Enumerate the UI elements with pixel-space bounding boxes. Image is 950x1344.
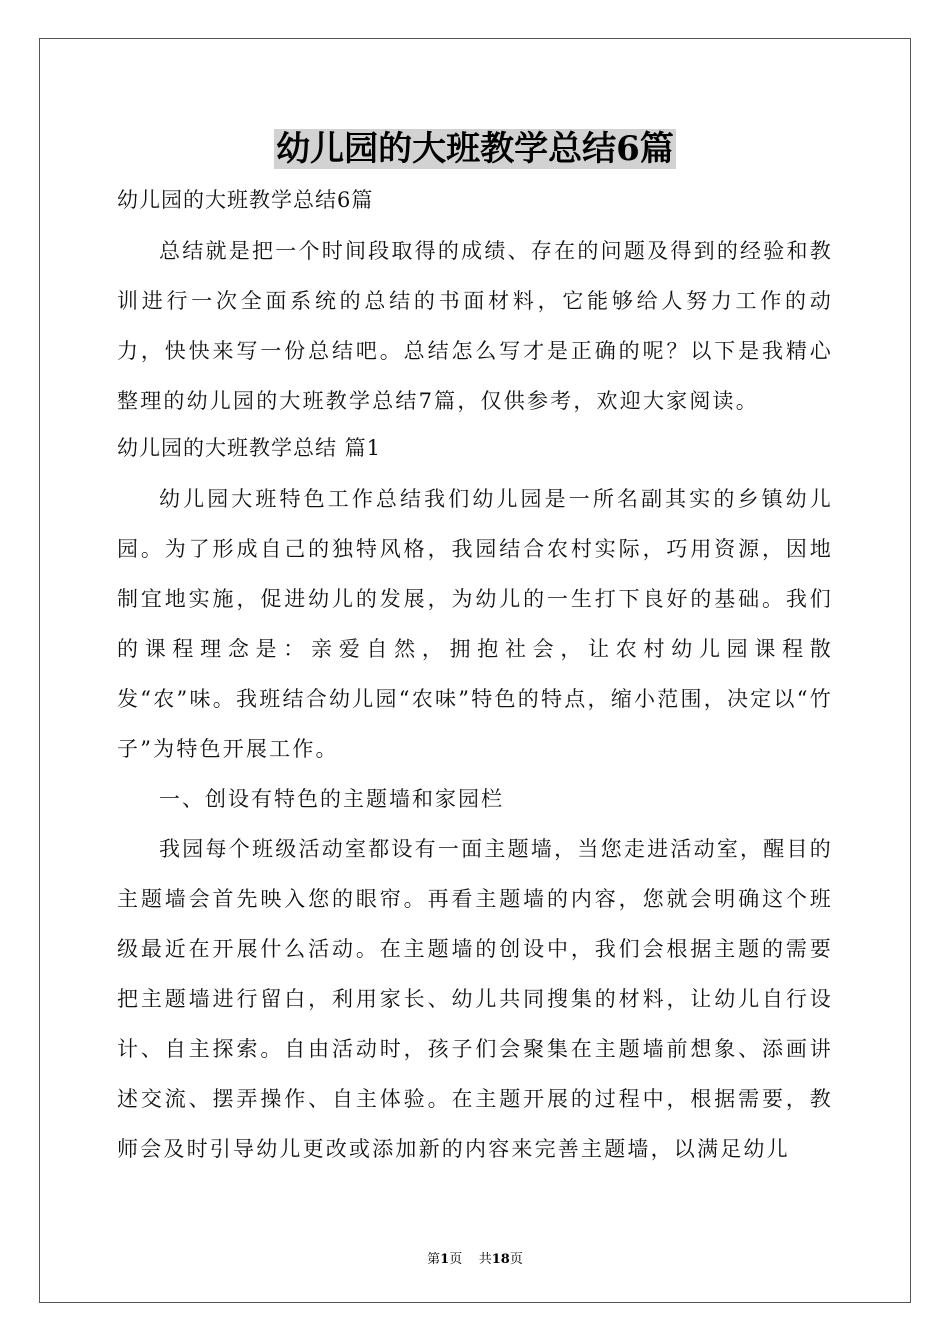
page-footer bbox=[0, 1248, 950, 1267]
subheading-1: 一、创设有特色的主题墙和家园栏 bbox=[159, 787, 504, 811]
page-total: 18 bbox=[491, 1252, 510, 1267]
document-subtitle: 幼儿园的大班教学总结6篇 bbox=[117, 188, 374, 212]
page-suffix: 页 bbox=[449, 1252, 463, 1267]
document-title bbox=[0, 127, 950, 171]
total-prefix: 共 bbox=[478, 1252, 492, 1267]
page-prefix: 第 bbox=[427, 1252, 441, 1267]
intro-paragraph: 总结就是把一个时间段取得的成绩、存在的问题及得到的经验和教训进行一次全面系统的总结的书面材料，它能够给人努力工作的动力，快快来写一份总结吧。总结怎么写才是正确的呢？以下是我精心整理的幼儿园的大班教学总结7篇，仅供参考，欢迎大家阅读。 bbox=[117, 239, 833, 413]
document-title-text: 幼儿园的大班教学总结6篇 bbox=[276, 129, 674, 169]
body-paragraph-1: 幼儿园大班特色工作总结我们幼儿园是一所名副其实的乡镇幼儿园。为了形成自己的独特风格，我园结合农村实际，巧用资源，因地制宜地实施，促进幼儿的发展，为幼儿的一生打下良好的基础。我们的课程理念是：亲爱自然，拥抱社会，让农村幼儿园课程散发“农”味。我班结合幼儿园“农味”特色的特点，缩小范围，决定以“竹子”为特色开展工作。 bbox=[117, 487, 833, 761]
document-body bbox=[117, 178, 833, 1174]
total-suffix: 页 bbox=[509, 1252, 523, 1267]
body-paragraph-2: 我园每个班级活动室都设有一面主题墙，当您走进活动室，醒目的主题墙会首先映入您的眼帘。再看主题墙的内容，您就会明确这个班级最近在开展什么活动。在主题墙的创设中，我们会根据主题的需要把主题墙进行留白，利用家长、幼儿共同搜集的材料，让幼儿自行设计、自主探索。自由活动时，孩子们会聚集在主题墙前想象、添画讲述交流、摆弄操作、自主体验。在主题开展的过程中，根据需要，教师会及时引导幼儿更改或添加新的内容来完善主题墙，以满足幼儿 bbox=[117, 837, 833, 1161]
section-heading: 幼儿园的大班教学总结 篇1 bbox=[117, 436, 382, 460]
page-current: 1 bbox=[440, 1252, 450, 1267]
